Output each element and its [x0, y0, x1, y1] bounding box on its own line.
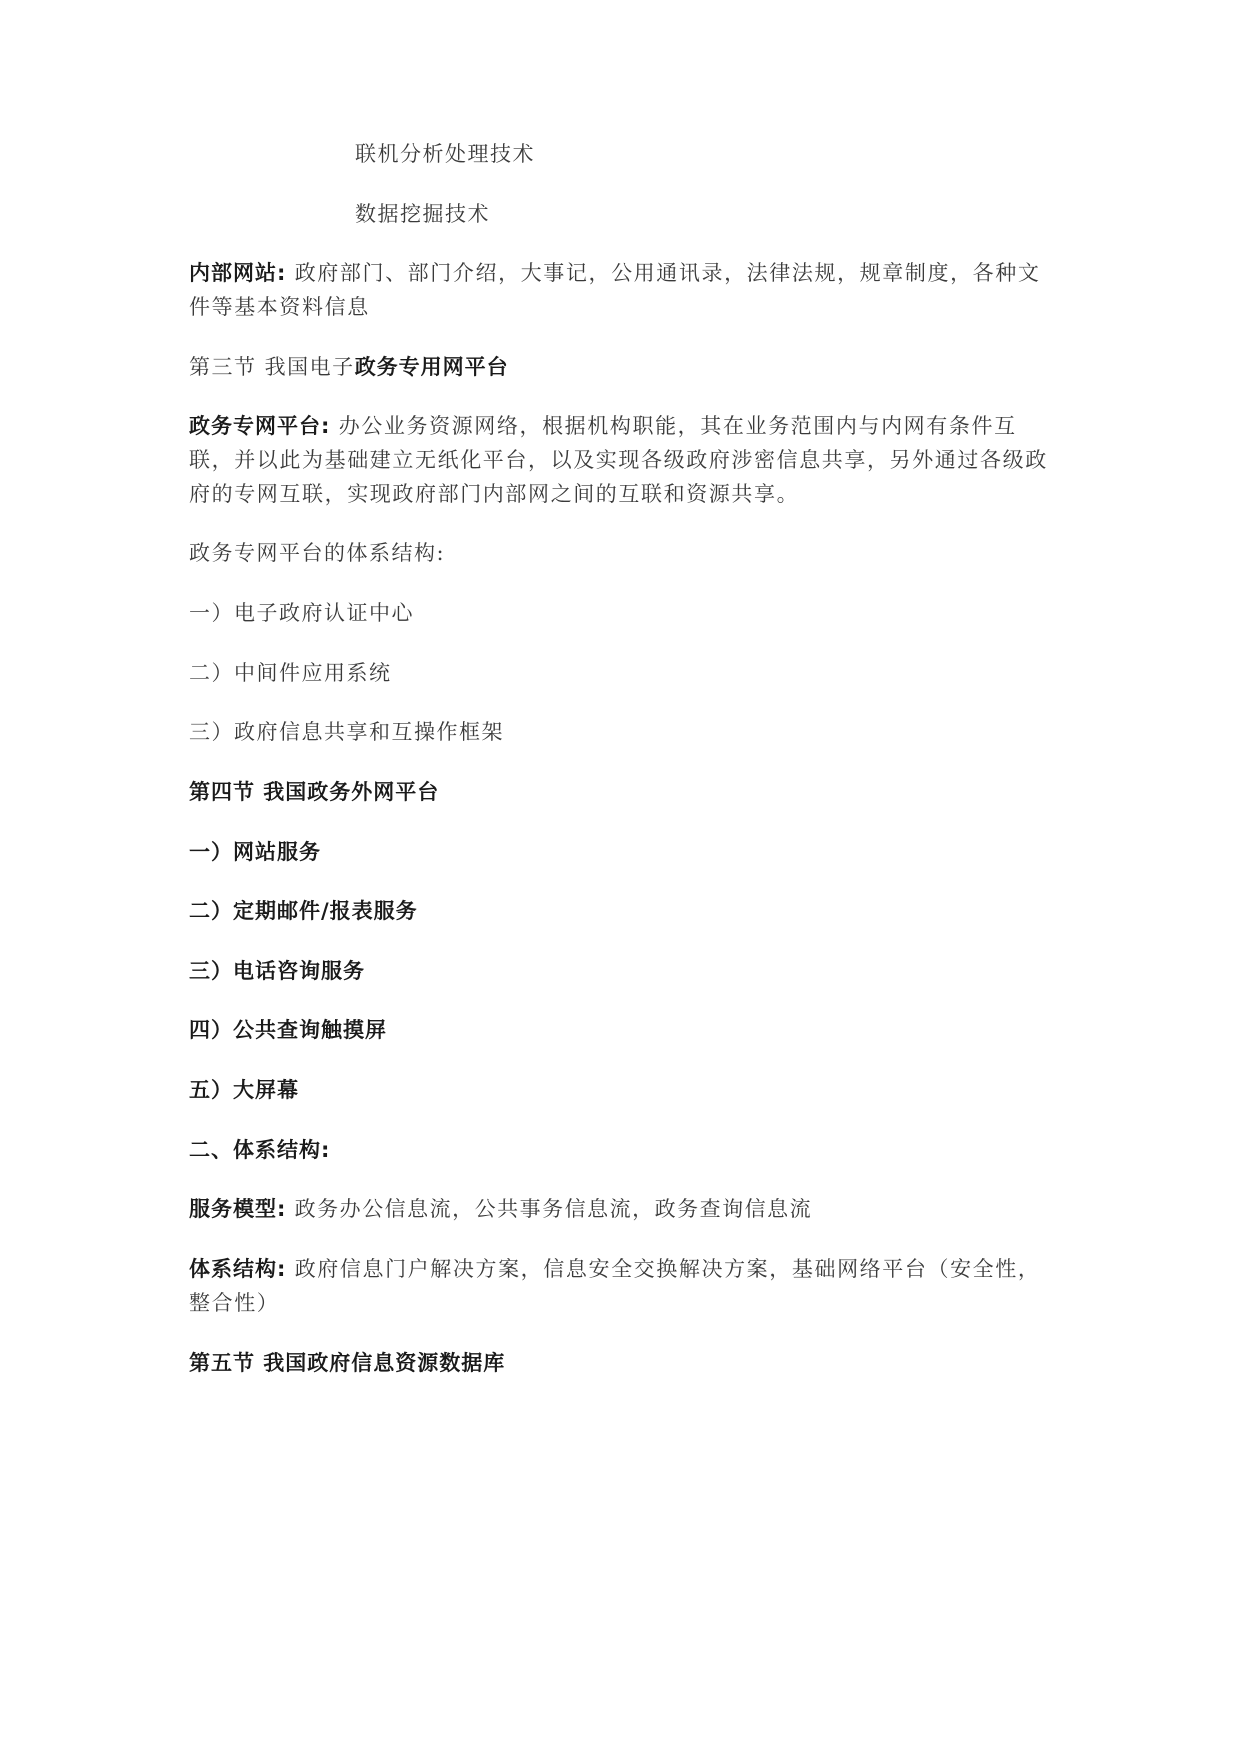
structure-heading: 二、体系结构: [189, 1138, 331, 1162]
gov-platform-text: 办公业务资源网络，根据机构职能，其在业务范围内与内网有条件互联，并以此为基础建立无纸化平台，以及实现各级政府涉密信息共享，另外通过各级政府的专网互联，实现政府部门内部网之间的互联和资源共享。 [189, 414, 1048, 506]
internal-site-text: 政府部门、部门介绍，大事记，公用通讯录，法律法规，规章制度，各种文件等基本资料信息 [189, 261, 1041, 319]
system-structure-paragraph [189, 1252, 1059, 1320]
section4-heading: 第四节 我国政务外网平台 [189, 780, 440, 804]
arch-intro: 政务专网平台的体系结构: [189, 541, 446, 565]
internal-site-paragraph [189, 256, 1059, 324]
external-item-1: 一）网站服务 [189, 840, 321, 864]
section3-bold: 政务专用网平台 [354, 355, 509, 379]
arch-item-2: 二）中间件应用系统 [189, 661, 392, 685]
external-item-2: 二）定期邮件/报表服务 [189, 899, 418, 923]
system-structure-text: 政府信息门户解决方案，信息安全交换解决方案，基础网络平台（安全性，整合性） [189, 1257, 1041, 1315]
arch-item-1: 一）电子政府认证中心 [189, 601, 414, 625]
internal-site-label: 内部网站: [189, 261, 287, 285]
tech-olap-line: 联机分析处理技术 [355, 142, 535, 166]
tech-mining-line: 数据挖掘技术 [355, 202, 490, 226]
section3-heading [189, 350, 1059, 384]
service-model-line [189, 1192, 1059, 1226]
external-item-5: 五）大屏幕 [189, 1078, 299, 1102]
external-item-4: 四）公共查询触摸屏 [189, 1018, 387, 1042]
external-item-3: 三）电话咨询服务 [189, 959, 365, 983]
gov-platform-label: 政务专网平台: [189, 414, 331, 438]
service-model-label: 服务模型: [189, 1197, 287, 1221]
section5-heading: 第五节 我国政府信息资源数据库 [189, 1351, 506, 1375]
gov-platform-paragraph [189, 409, 1059, 511]
service-model-text: 政务办公信息流，公共事务信息流，政务查询信息流 [294, 1197, 813, 1221]
system-structure-label: 体系结构: [189, 1257, 287, 1281]
arch-item-3: 三）政府信息共享和互操作框架 [189, 720, 504, 744]
section3-prefix: 第三节 我国电子 [189, 355, 355, 379]
